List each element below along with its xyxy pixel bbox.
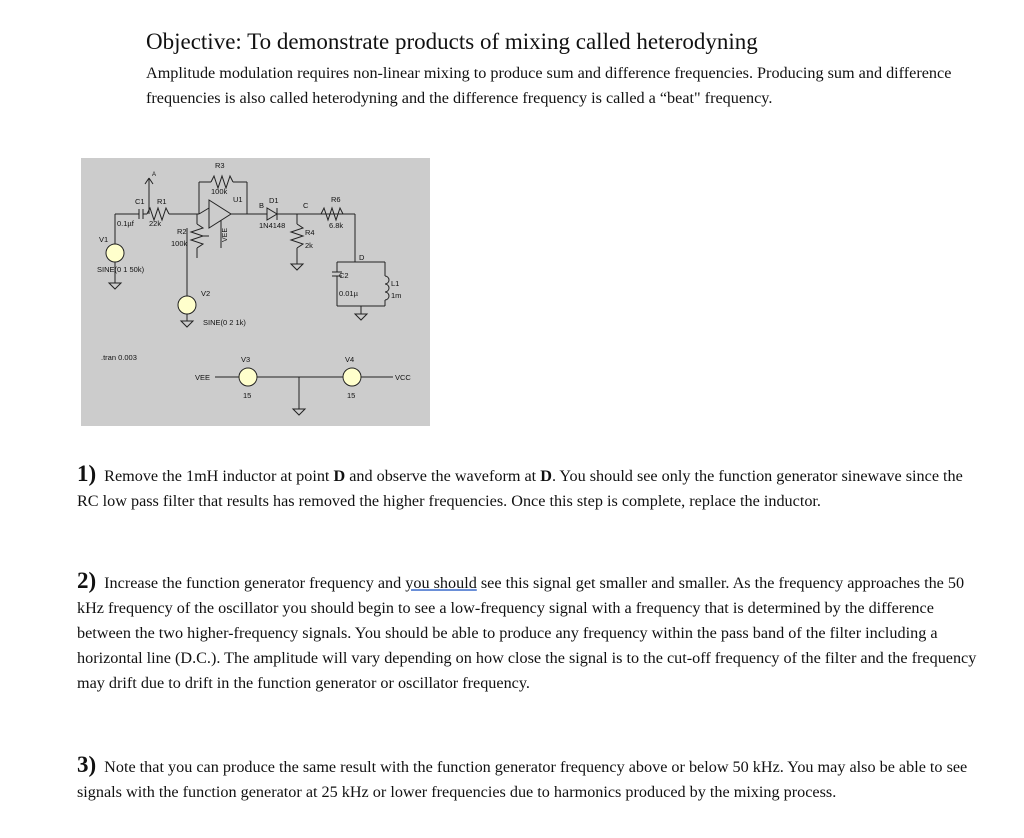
label-v1-spec: SINE(0 1 50k) <box>97 265 145 274</box>
label-vcc: VCC <box>395 373 411 382</box>
label-tran: .tran 0.003 <box>101 353 137 362</box>
label-r6: R6 <box>331 195 341 204</box>
step-1: 1) Remove the 1mH inductor at point D and observe the waveform at D. You should see only the function generator sinewave since the RC low pass filter that results has removed the higher frequencies. Once this step is complete, replace the inductor. <box>77 461 963 510</box>
underlined-phrase: you should <box>405 574 477 592</box>
step-3: 3) Note that you can produce the same result with the function generator frequency above or below 50 kHz. You may also be able to see signals with the function generator at 25 kHz or lower frequencies due to harmonics produced by the mixing process. <box>77 752 968 801</box>
label-vee-pin: VEE <box>222 227 229 242</box>
label-v4: V4 <box>345 355 355 364</box>
label-d1-part: 1N4148 <box>259 221 286 230</box>
label-d1: D1 <box>269 196 279 205</box>
label-r2: R2 <box>177 227 187 236</box>
label-v2: V2 <box>201 289 211 298</box>
label-vee: VEE <box>195 373 211 382</box>
label-r6-value: 6.8k <box>329 221 344 230</box>
label-r1-value: 22k <box>149 219 162 228</box>
label-node-a: A <box>152 172 157 178</box>
label-c2-value: 0.01µ <box>339 289 358 298</box>
document-title: Objective: To demonstrate products of mixing called heterodyning <box>146 29 758 54</box>
label-v3: V3 <box>241 355 251 364</box>
label-c1: C1 <box>135 197 145 206</box>
label-l1: L1 <box>391 279 400 288</box>
intro-paragraph: Amplitude modulation requires non-linear mixing to produce sum and difference frequencies. Producing sum and difference frequencies is also called heterodyning and the difference frequency is called a “beat" frequency. <box>146 64 952 107</box>
label-c2: C2 <box>339 271 349 280</box>
label-v3-value: 15 <box>243 391 252 400</box>
step-2: 2) Increase the function generator frequency and you should see this signal get smaller and smaller. As the frequency approaches the 50 kHz frequency of the oscillator you should begin to see a low-frequency signal with a frequency that is determined by the difference between the two higher-frequency signals. You should be able to produce any frequency within the pass band of the filter including a horizontal line (D.C.). The amplitude will vary depending on how close the signal is to the cut-off frequency of the filter and the frequency may drift due to drift in the function generator or oscillator frequency. <box>77 568 977 692</box>
label-v1: V1 <box>99 235 109 244</box>
label-r4: R4 <box>305 228 315 237</box>
label-r3: R3 <box>215 161 225 170</box>
circuit-schematic <box>81 158 430 426</box>
label-r3-value: 100k <box>211 187 228 196</box>
label-node-c: C <box>303 201 309 210</box>
label-v4-value: 15 <box>347 391 356 400</box>
schematic-drawing <box>81 158 430 426</box>
label-u1: U1 <box>233 195 243 204</box>
label-r1: R1 <box>157 197 167 206</box>
label-r2-value: 100k <box>171 239 188 248</box>
label-c1-value: 0.1µf <box>117 219 134 228</box>
label-v2-spec: SINE(0 2 1k) <box>203 318 246 327</box>
label-node-b: B <box>259 201 265 210</box>
label-l1-value: 1m <box>391 291 402 300</box>
label-node-d: D <box>359 253 365 262</box>
label-r4-value: 2k <box>305 241 313 250</box>
